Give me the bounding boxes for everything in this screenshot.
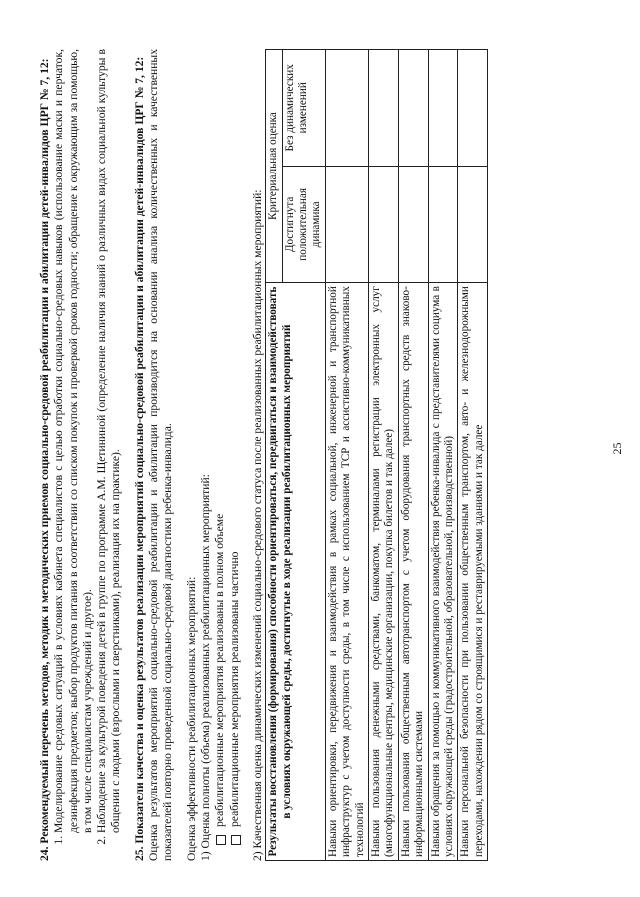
table-row <box>369 50 399 861</box>
list-item: 2. Наблюдение за культурой поведения детей в группе по программе А.М. Щетининой (определение наличия знаний о различных видах социальной культуры в общении с людьми (взрослыми и сверстниками), реализация их на практике). <box>95 49 124 833</box>
page-content <box>38 49 488 861</box>
checkbox-icon[interactable] <box>216 835 226 845</box>
criteria-header: Критериальная оценка <box>266 50 282 283</box>
list-item: 1. Моделирование средовых ситуаций в условиях кабинета специалистов с целью отработки социально-средовых навыков (использование маски и перчаток, дезинфекция предметов; выбор продуктов питания в соответствии со списком покупок и проверкой сроков годности; обращение к окружающим за помощью, в том числе специалистам учреждений и другое). <box>52 49 95 833</box>
section-25-heading: 25. Показатели качества и оценка результатов реализации мероприятий социально-средовой реабилитации и абилитации детей-инвалидов ЦРГ № 7, 12: <box>132 56 146 861</box>
results-column-header: Результаты восстановления (формирования) способности ориентироваться, передвигаться и взаимодействовать в условиях окружающей среды, достигнутые в ходе реализации реабилитационных мероприятий <box>266 283 326 861</box>
skill-cell: Навыки пользования общественным автотранспортом с учетом оборудования транспортных средств знаково-информационными системами <box>398 283 428 861</box>
section-24-heading: 24. Рекомендуемый перечень методов, методик и методических приемов социально-средовой реабилитации и абилитации детей-инвалидов ЦРГ № 7, 12: <box>38 58 51 861</box>
checkbox-label: реабилитационные мероприятия реализованы в полном объеме <box>213 513 227 827</box>
section-24-list <box>52 49 123 861</box>
skill-cell: Навыки обращения за помощью и коммуникативного взаимодействия ребенка-инвалида с представителями социума в условиях окружающей среды (градостроительной, образовательной, производственной) <box>428 283 458 861</box>
positive-cell[interactable] <box>428 166 458 283</box>
checkbox-icon[interactable] <box>231 835 241 845</box>
no-change-cell[interactable] <box>398 50 428 167</box>
no-change-cell[interactable] <box>428 50 458 167</box>
point-2: 2) Качественная оценка динамических изменений социально-средового статуса после реализованных реабилитационных мероприятий: <box>250 189 264 861</box>
section-24 <box>38 49 124 861</box>
efficiency-label: Оценка эффективности реабилитационных мероприятий: <box>184 576 198 861</box>
table-row <box>428 50 458 861</box>
positive-cell[interactable] <box>458 166 488 283</box>
skill-cell: Навыки ориентировки, передвижения и взаимодействия в рамках социальной, инженерной и транспортной инфраструктур с учетом доступности среды, в том числе с использованием ТСР и ассистивно-коммуникативных технологий <box>325 283 368 861</box>
section-25-intro: Оценка результатов мероприятий социально-средовой реабилитации и абилитации производится на основании анализа количественных и качественных показателей повторно проведенной социально-средовой диагностики ребенка-инвалида. <box>147 49 175 861</box>
table-header-row <box>266 50 282 861</box>
table-row <box>458 50 488 861</box>
positive-dynamics-header: Достигнута положительная динамика <box>282 166 325 283</box>
checkbox-row[interactable] <box>228 49 242 861</box>
checkbox-label: реабилитационные мероприятия реализованы частично <box>227 551 241 827</box>
skill-cell: Навыки персональной безопасности при пользовании общественным транспортом, авто- и железнодорожными переходами, нахождении рядом со строящимися и реставрируемыми зданиями и так далее <box>458 283 488 861</box>
positive-cell[interactable] <box>325 166 368 283</box>
assessment-table <box>265 49 488 861</box>
checkbox-row[interactable] <box>213 49 227 861</box>
efficiency-assessment <box>185 49 242 861</box>
page-number: 25 <box>610 442 624 455</box>
positive-cell[interactable] <box>369 166 399 283</box>
no-change-cell[interactable] <box>325 50 368 167</box>
point-1: 1) Оценка полноты (объема) реализованных реабилитационных мероприятий: <box>198 474 212 861</box>
section-25 <box>133 49 176 861</box>
table-row <box>398 50 428 861</box>
no-change-cell[interactable] <box>458 50 488 167</box>
skill-cell: Навыки пользования денежными средствами, банкоматом, терминалами регистрации электронных услуг (многофункциональные центры, медицинские организации, покупка билетов и так далее) <box>369 283 399 861</box>
no-changes-header: Без динамических изменений <box>282 50 325 167</box>
table-row <box>325 50 368 861</box>
positive-cell[interactable] <box>398 166 428 283</box>
no-change-cell[interactable] <box>369 50 399 167</box>
